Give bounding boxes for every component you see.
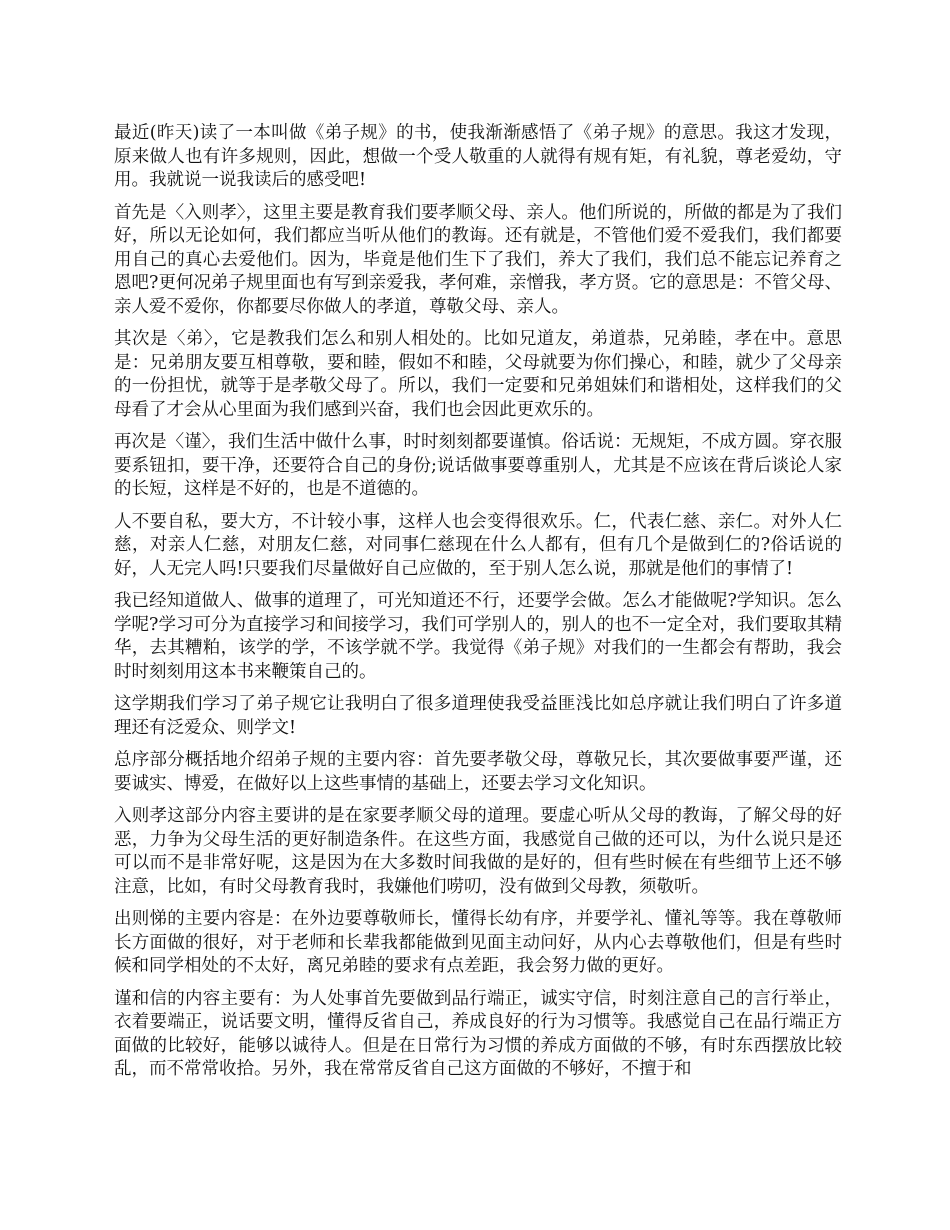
paragraph-4: 再次是〈谨〉，我们生活中做什么事，时时刻刻都要谨慎。俗话说：无规矩，不成方圆。穿衣服要系钮扣，要干净，还要符合自己的身份;说话做事要尊重别人，尤其是不应该在背后谈论人家的长短，这样是不好的，也是不道德的。 (114, 432, 842, 499)
paragraph-3: 其次是〈弟〉，它是教我们怎么和别人相处的。比如兄道友，弟道恭，兄弟睦，孝在中。意思是：兄弟朋友要互相尊敬，要和睦，假如不和睦，父母就要为你们操心，和睦，就少了父母亲的一份担忧，就等于是孝敬父母了。所以，我们一定要和兄弟姐妹们和谐相处，这样我们的父母看了才会从心里面为我们感到兴奋，我们也会因此更欢乐的。 (114, 329, 842, 420)
paragraph-7: 这学期我们学习了弟子规它让我明白了很多道理使我受益匪浅比如总序就让我们明白了许多道理还有泛爱众、则学文! (114, 694, 842, 738)
document-page (114, 122, 842, 1091)
paragraph-2: 首先是〈入则孝〉，这里主要是教育我们要孝顺父母、亲人。他们所说的，所做的都是为了我们好，所以无论如何，我们都应当听从他们的教诲。还有就是，不管他们爱不爱我们，我们都要用自己的真心去爱他们。因为，毕竟是他们生下了我们，养大了我们，我们总不能忘记养育之恩吧?更何况弟子规里面也有写到亲爱我，孝何难，亲憎我，孝方贤。它的意思是：不管父母、亲人爱不爱你，你都要尽你做人的孝道，尊敬父母、亲人。 (114, 202, 842, 317)
paragraph-11: 谨和信的内容主要有：为人处事首先要做到品行端正，诚实守信，时刻注意自己的言行举止，衣着要端正，说话要文明，懂得反省自己，养成良好的行为习惯等。我感觉自己在品行端正方面做的比较好，能够以诚待人。但是在日常行为习惯的养成方面做的不够，有时东西摆放比较乱，而不常常收拾。另外，我在常常反省自己这方面做的不够好，不擅于和 (114, 988, 842, 1079)
paragraph-9: 入则孝这部分内容主要讲的是在家要孝顺父母的道理。要虚心听从父母的教诲，了解父母的好恶，力争为父母生活的更好制造条件。在这些方面，我感觉自己做的还可以，为什么说只是还可以而不是非常好呢，这是因为在大多数时间我做的是好的，但有些时候在有些细节上还不够注意，比如，有时父母教育我时，我嫌他们唠叨，没有做到父母教，须敬听。 (114, 806, 842, 897)
paragraph-6: 我已经知道做人、做事的道理了，可光知道还不行，还要学会做。怎么才能做呢?学知识。怎么学呢?学习可分为直接学习和间接学习，我们可学别人的，别人的也不一定全对，我们要取其精华，去其糟粕，该学的学，不该学就不学。我觉得《弟子规》对我们的一生都会有帮助，我会时时刻刻用这本书来鞭策自己的。 (114, 591, 842, 682)
paragraph-10: 出则悌的主要内容是：在外边要尊敬师长，懂得长幼有序，并要学礼、懂礼等等。我在尊敬师长方面做的很好，对于老师和长辈我都能做到见面主动问好，从内心去尊敬他们，但是有些时候和同学相处的不太好，离兄弟睦的要求有点差距，我会努力做的更好。 (114, 909, 842, 976)
paragraph-1: 最近(昨天)读了一本叫做《弟子规》的书，使我渐渐感悟了《弟子规》的意思。我这才发现，原来做人也有许多规则，因此，想做一个受人敬重的人就得有规有矩，有礼貌，尊老爱幼，守用。我就说一说我读后的感受吧! (114, 123, 842, 190)
paragraph-8: 总序部分概括地介绍弟子规的主要内容：首先要孝敬父母，尊敬兄长，其次要做事要严谨，还要诚实、博爱，在做好以上这些事情的基础上，还要去学习文化知识。 (114, 750, 842, 794)
paragraph-5: 人不要自私，要大方，不计较小事，这样人也会变得很欢乐。仁，代表仁慈、亲仁。对外人仁慈，对亲人仁慈，对朋友仁慈，对同事仁慈现在什么人都有，但有几个是做到仁的?俗话说的好，人无完人吗!只要我们尽量做好自己应做的，至于别人怎么说，那就是他们的事情了! (114, 511, 842, 579)
